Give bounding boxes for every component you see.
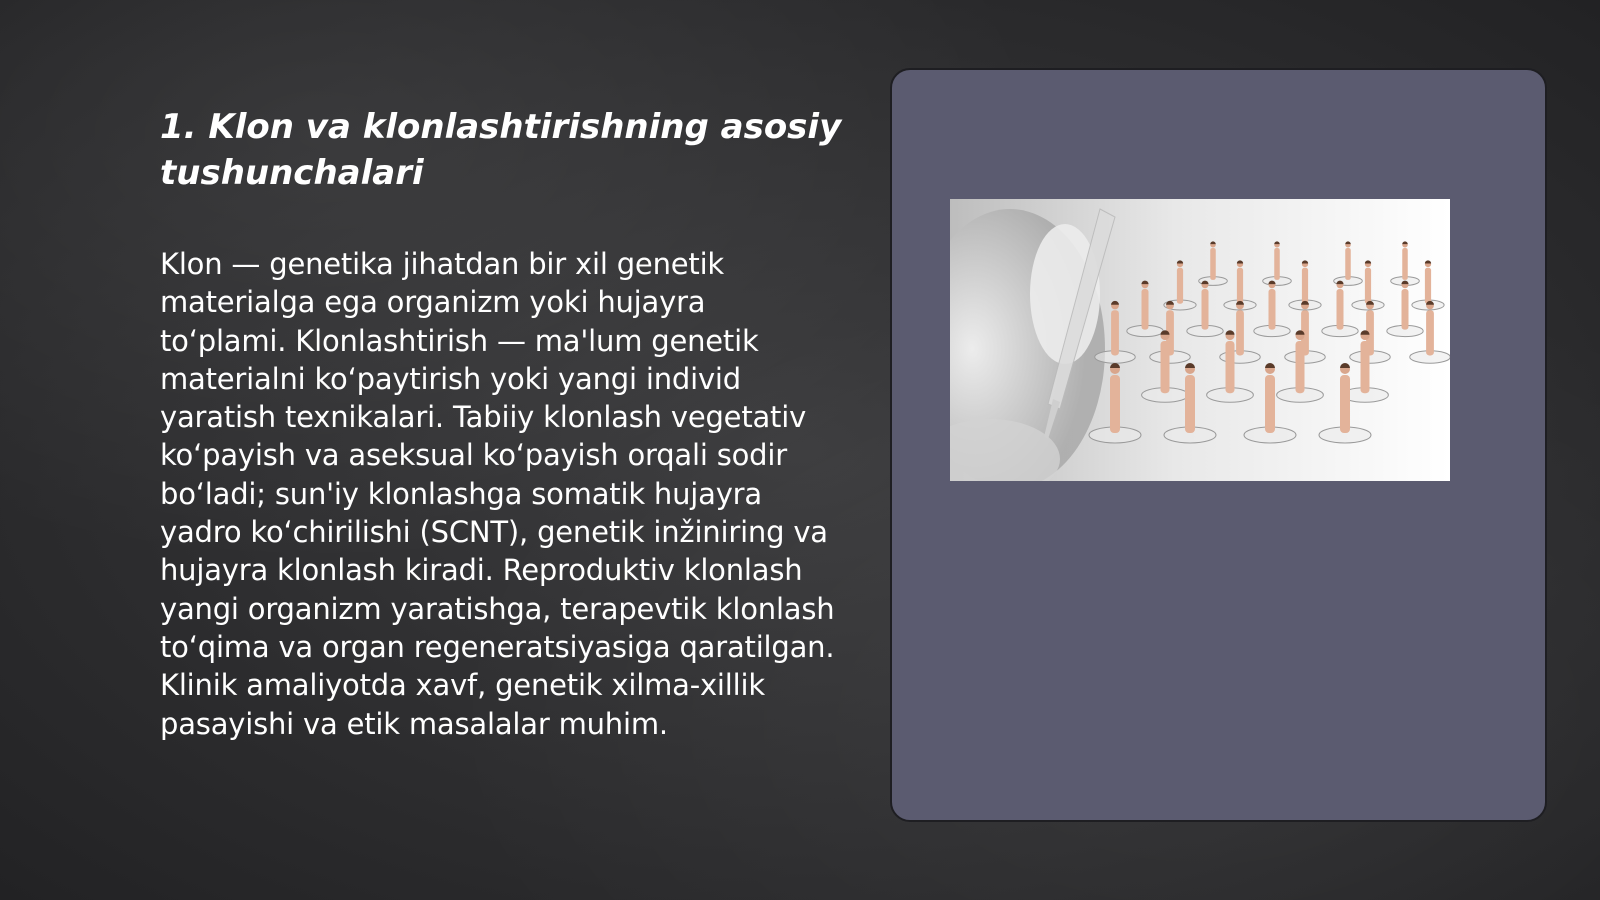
slide-title: 1. Klon va klonlashtirishning asosiy tushunchalari (160, 107, 842, 193)
slide-body-text: Klon — genetika jihatdan bir xil genetik materialga ega organizm yoki hujayra to‘plami. Klonlashtirish — ma'lum genetik materialni ko‘paytirish yoki yangi individ yaratish texnikalari. Tabiiy klonlash vegetativ ko‘payish va aseksual ko‘payish orqali sodir bo‘ladi; sun'iy klonlashga somatik hujayra yadro ko‘chirilishi (SCNT), genetik inžiniring va hujayra klonlash kiradi. Reproduktiv klonlash yangi organizm yaratishga, terapevtik klonlash to‘qima va organ regeneratsiyasiga qaratilgan. Klinik amaliyotda xavf, genetik xilma-xillik pasayishi va etik masalalar muhim. (160, 247, 835, 741)
cloning-illustration-image (950, 199, 1450, 481)
